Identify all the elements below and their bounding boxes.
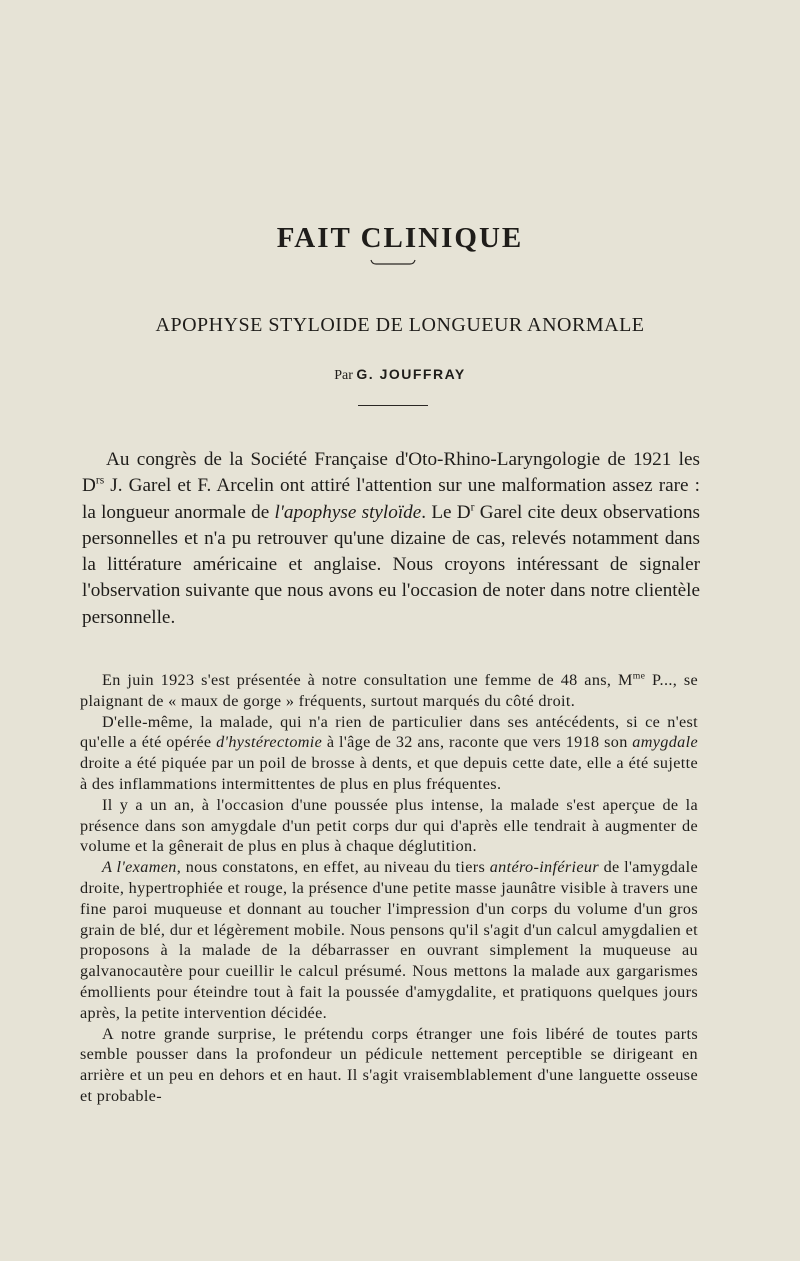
intro-text-2: J. Garel et F. Arcelin ont attiré l'attention sur une malformation assez rare : la longueur anormale de: [82, 475, 700, 523]
intro-text-3: . Le D: [421, 501, 471, 523]
p2-italic-2: amygdale: [632, 733, 698, 752]
p1-text-2: P..., se plaignant de « maux de gorge » fréquents, surtout marqués du côté droit.: [80, 671, 699, 710]
paragraph-4: [80, 857, 698, 1023]
p1-sup: me: [632, 670, 646, 682]
p4-text-2: de l'amygdale droite, hypertrophiée et rouge, la présence d'une petite masse jaunâtre visible à travers une fine paroi muqueuse et donnant au toucher l'impression d'un corps du volume d'un gros grain de blé, dur et légèrement mobile. Nous pensons qu'il s'agit d'un calcul amygdalien et proposons à la malade de la débarrasser en ouvrant simplement la muqueuse au galvanocautère pour cueillir le calcul présumé. Nous mettons la malade aux gargarismes émollients pour éteindre tout à fait la poussée d'amygdalite, et pratiquons quelques jours après, la petite intervention décidée.: [80, 858, 698, 1022]
intro-text-1: Au congrès de la Société Française d'Oto-Rhino-Laryngologie de 1921 les D: [82, 449, 700, 497]
separator-rule: [358, 405, 428, 406]
p2-text-2: à l'âge de 32 ans, raconte que vers 1918 son: [322, 733, 633, 752]
p4-text-1: , nous constatons, en effet, au niveau du tiers: [176, 858, 490, 877]
intro-italic-1: l'apophyse styloïde: [274, 501, 422, 523]
intro-sup-1: rs: [95, 474, 105, 487]
p2-text-1: D'elle-même, la malade, qui n'a rien de particulier dans ses antécédents, si ce n'est qu'elle a été opérée: [80, 712, 698, 752]
intro-sup-2: r: [470, 501, 475, 514]
section-title: FAIT CLINIQUE: [276, 222, 524, 254]
paragraph-1: [80, 670, 698, 712]
case-report: [80, 670, 698, 1107]
paragraph-3: Il y a un an, à l'occasion d'une poussée plus intense, la malade s'est aperçue de la présence dans son amygdale d'un petit corps dur qui d'après elle tendrait à augmenter de volume et la gênerait de plus en plus à chaque déglutition.: [80, 795, 698, 856]
intro-paragraph: [82, 447, 700, 631]
byline: [0, 366, 800, 384]
intro-text-4: Garel cite deux observations personnelles et n'a pu retrouver qu'une dizaine de cas, relevés notamment dans la littérature américaine et anglaise. Nous croyons intéressant de signaler l'observation suivante que nous avons eu l'occasion de noter dans notre clientèle personnelle.: [82, 501, 701, 628]
paragraph-2: [80, 712, 698, 795]
byline-prefix: Par: [334, 368, 353, 383]
p1-text-1: En juin 1923 s'est présentée à notre consultation une femme de 48 ans, M: [102, 671, 633, 689]
title-ornament: [370, 258, 416, 266]
p2-italic-1: d'hystérectomie: [216, 733, 323, 752]
p4-italic-1: A l'examen: [102, 858, 177, 877]
p4-italic-2: antéro-inférieur: [489, 858, 600, 877]
p2-text-3: droite a été piquée par un poil de brosse à dents, et que depuis cette date, elle a été sujette à des inflammations intermittentes de plus en plus fréquentes.: [80, 754, 698, 793]
article-title: APOPHYSE STYLOIDE DE LONGUEUR ANORMALE: [155, 314, 645, 336]
author-name: G. JOUFFRAY: [356, 366, 466, 382]
paragraph-5: A notre grande surprise, le prétendu corps étranger une fois libéré de toutes parts semble pousser dans la profondeur un pédicule nettement perceptible se dirigeant en arrière et un peu en dehors et en haut. Il s'agit vraisemblablement d'une languette osseuse et probable-: [80, 1024, 698, 1105]
intro-text: [82, 447, 700, 631]
